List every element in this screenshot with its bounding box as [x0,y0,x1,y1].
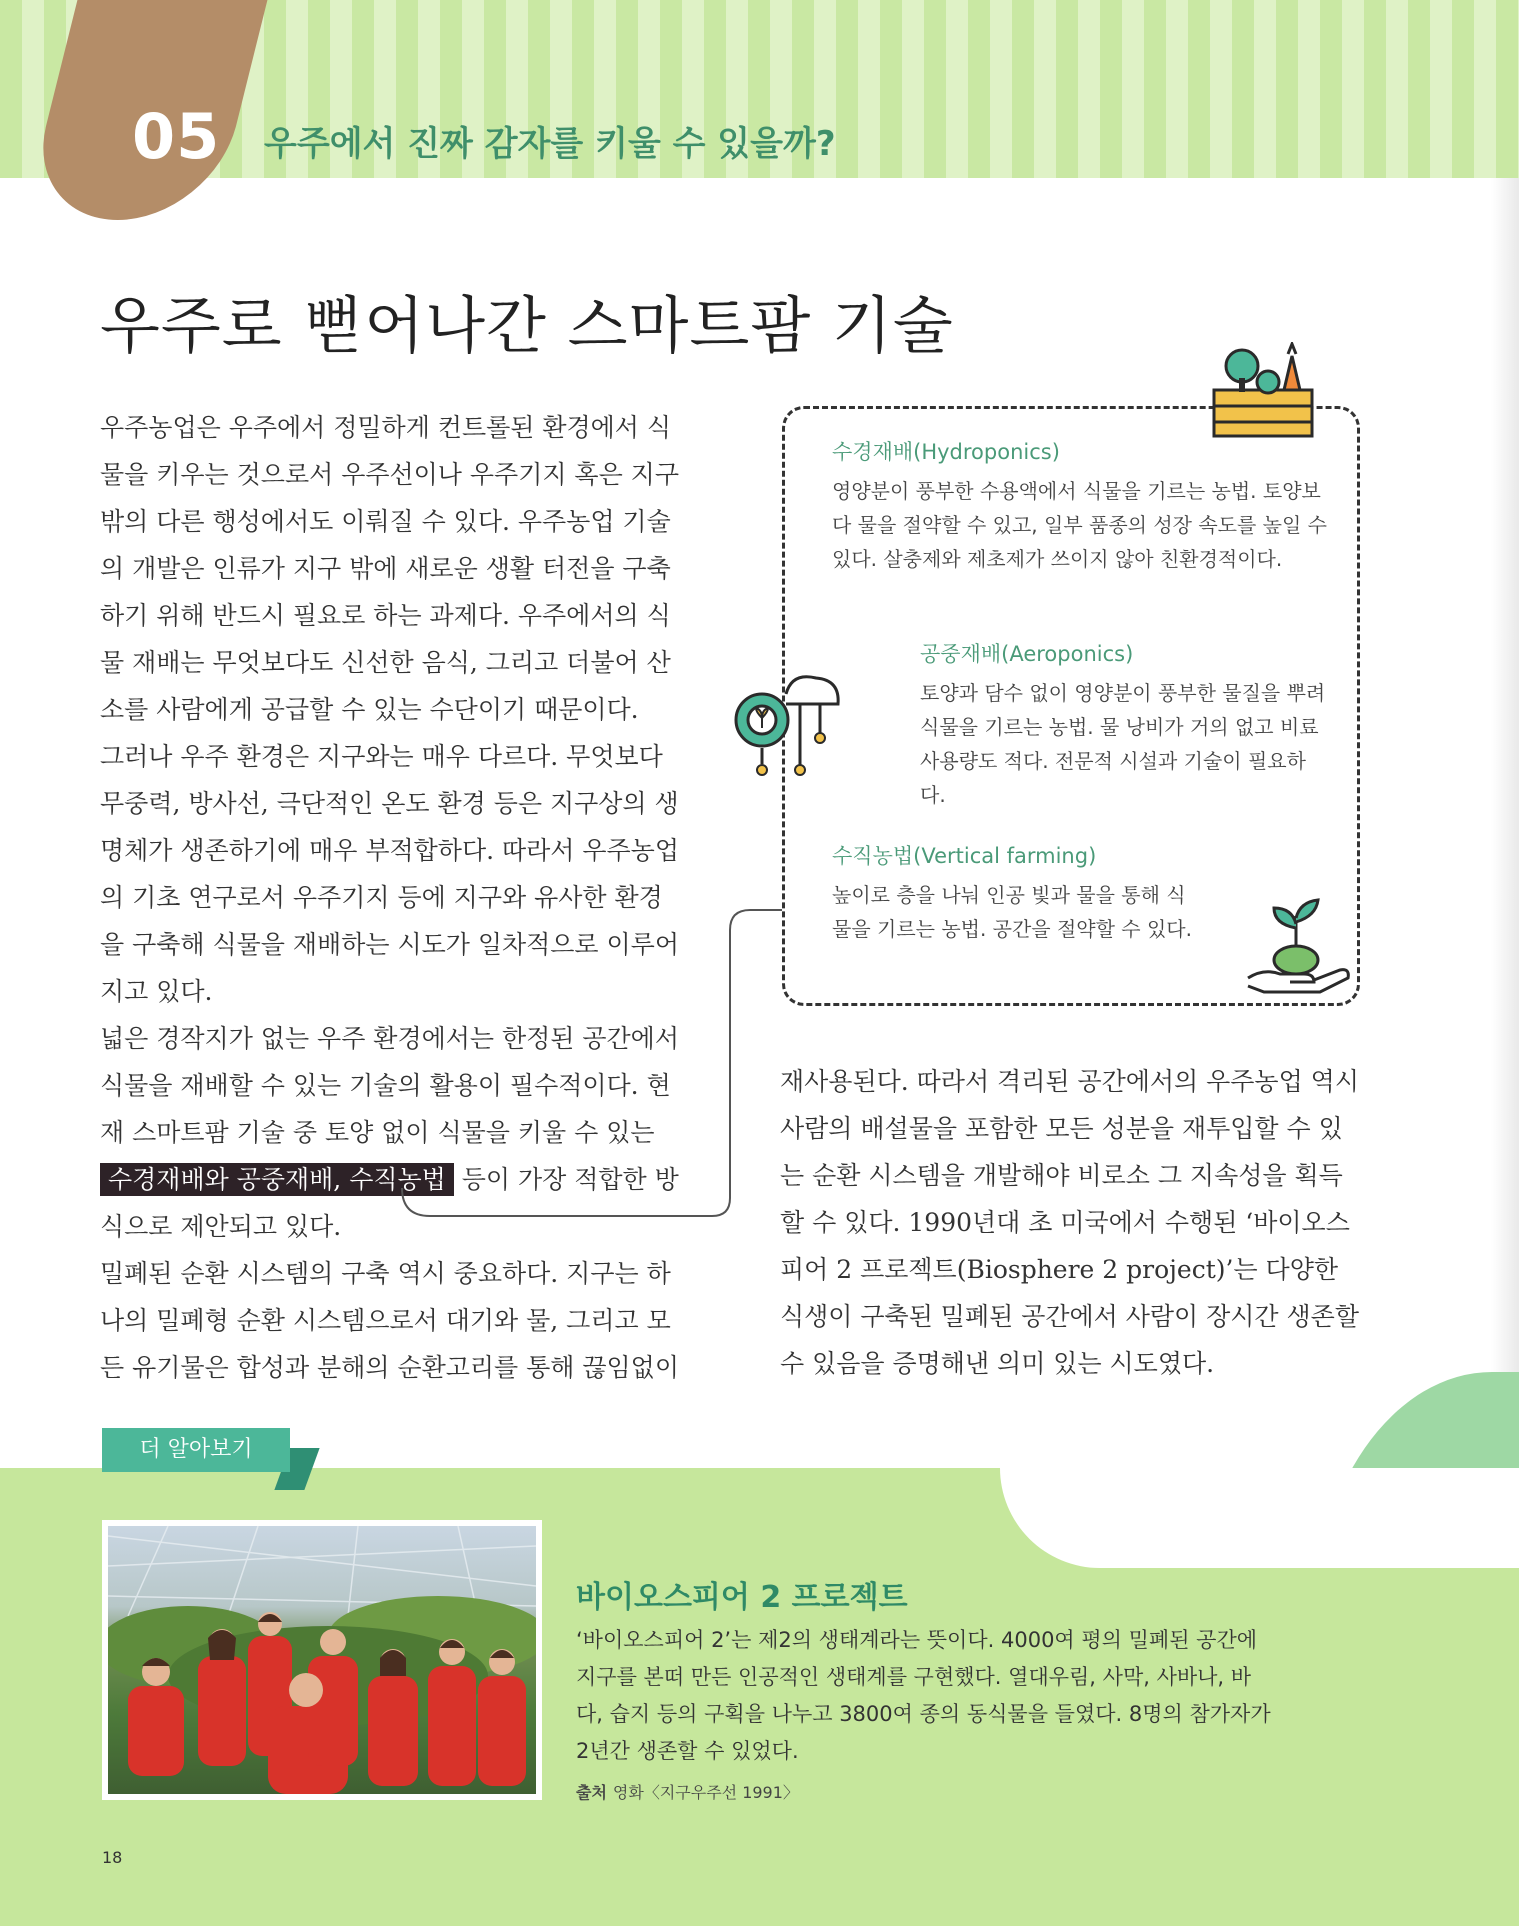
source-text: 영화〈지구우주선 1991〉 [612,1783,799,1802]
smart-gear-plant-icon [726,664,846,780]
aeroponics-section [920,638,1330,812]
aeroponics-text: 토양과 담수 없이 영양분이 풍부한 물질을 뿌려 식물을 기르는 농법. 물 낭비가 거의 없고 비료 사용량도 적다. 전문적 시설과 기술이 필요하다. [920,681,1326,807]
chapter-title: 우주에서 진짜 감자를 키울 수 있을까? [264,124,836,164]
paragraph-biosphere-continuation: 재사용된다. 따라서 격리된 공간에서의 우주농업 역시 사람의 배설물을 포함한 모든 성분을 재투입할 수 있는 순환 시스템을 개발해야 비로소 그 지속성을 획득할 수 있다. 1990년대 초 미국에서 수행된 ‘바이오스피어 2 프로젝트(Biosphere 2 project)’는 다양한 식생이 구축된 밀폐된 공간에서 사람이 장시간 생존할 수 있음을 증명해낸 의미 있는 시도였다. [780,1067,1359,1378]
vertical-farming-text: 높이로 층을 나눠 인공 빛과 물을 통해 식물을 기르는 농법. 공간을 절약할 수 있다. [832,883,1192,941]
vertical-farming-section [832,840,1192,946]
learn-more-title: 바이오스피어 2 프로젝트 [576,1580,908,1615]
vegetable-basket-icon [1208,342,1318,442]
hand-holding-plant-icon [1244,888,1354,998]
paragraph-space-environment: 그러나 우주 환경은 지구와는 매우 다르다. 무엇보다 무중력, 방사선, 극단적인 온도 환경 등은 지구상의 생명체가 생존하기에 매우 부적합하다. 따라서 우주농업의 기초 연구로서 우주기지 등에 지구와 유사한 환경을 구축해 식물을 재배하는 시도가 일차적으로 이루어지고 있다. [100,742,679,1006]
hydroponics-section [832,436,1332,576]
paragraph-smartfarm-part2: 등이 가장 적합한 방식으로 제안되고 있다. [100,1165,679,1241]
hydroponics-text: 영양분이 풍부한 수용액에서 식물을 기르는 농법. 토양보다 물을 절약할 수 있고, 일부 품종의 성장 속도를 높일 수 있다. 살충제와 제초제가 쓰이지 않아 친환경적이다. [832,479,1327,571]
right-column [780,1058,1360,1387]
chapter-number: 05 [132,100,221,173]
panel-curve-cutout [1000,1468,1519,1568]
vertical-farming-title: 수직농법(Vertical farming) [832,844,1097,868]
hydroponics-title: 수경재배(Hydroponics) [832,440,1060,464]
crew-photo-illustration [108,1526,536,1794]
page-number: 18 [102,1848,123,1867]
biosphere-crew-photo [102,1520,542,1800]
left-column [100,404,680,1391]
learn-more-text: ‘바이오스피어 2’는 제2의 생태계라는 뜻이다. 4000여 평의 밀폐된 공간에 지구를 본떠 만든 인공적인 생태계를 구현했다. 열대우림, 사막, 사바나, 바다, 습지 등의 구획을 나누고 3800여 종의 동식물을 들였다. 8명의 참가자가 2년간 생존할 수 있었다. [576,1628,1271,1763]
paragraph-smartfarm-tech [100,1015,680,1250]
learn-more-tag: 더 알아보기 [102,1428,290,1472]
paragraph-space-farming: 우주농업은 우주에서 정밀하게 컨트롤된 환경에서 식물을 키우는 것으로서 우주선이나 우주기지 혹은 지구 밖의 다른 행성에서도 이뤄질 수 있다. 우주농업 기술의 개발은 인류가 지구 밖에 새로운 생활 터전을 구축하기 위해 반드시 필요로 하는 과제다. 우주에서의 식물 재배는 무엇보다도 신선한 음식, 그리고 더불어 산소를 사람에게 공급할 수 있는 수단이기 때문이다. [100,413,679,724]
section-title: 우주로 뻗어나간 스마트팜 기술 [100,289,954,362]
photo-source [576,1780,799,1803]
highlighted-farming-methods: 수경재배와 공중재배, 수직농법 [100,1163,454,1196]
source-label: 출처 [576,1783,607,1802]
aeroponics-title: 공중재배(Aeroponics) [920,642,1134,666]
paragraph-closed-system: 밀폐된 순환 시스템의 구축 역시 중요하다. 지구는 하나의 밀폐형 순환 시스템으로서 대기와 물, 그리고 모든 유기물은 합성과 분해의 순환고리를 통해 끊임없이 [100,1259,679,1382]
paragraph-smartfarm-part1: 넓은 경작지가 없는 우주 환경에서는 한정된 공간에서 식물을 재배할 수 있는 기술의 활용이 필수적이다. 현재 스마트팜 기술 중 토양 없이 식물을 키울 수 있는 [100,1024,679,1147]
